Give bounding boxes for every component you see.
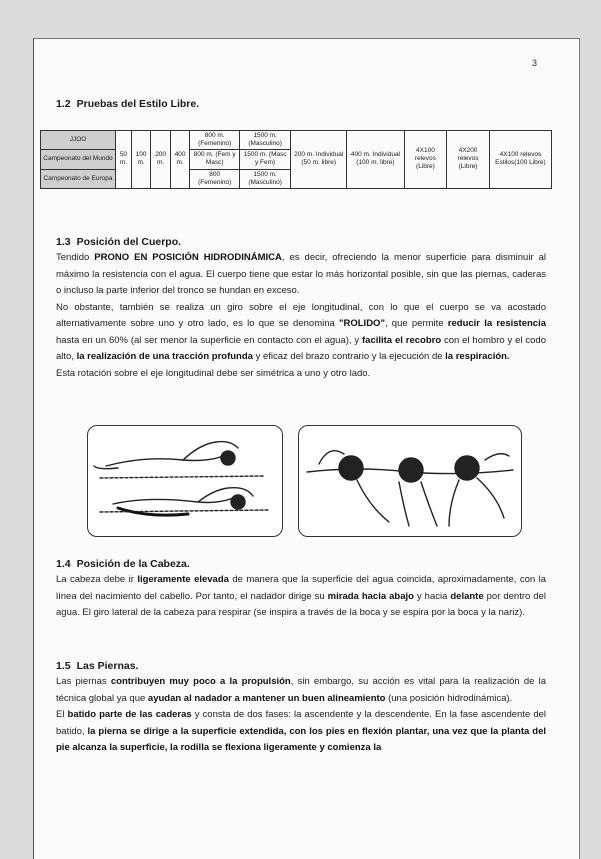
cell-4x100: 4X100 relevos (Libre)	[404, 131, 447, 189]
row-label-europa: Campeonato de Europa	[41, 169, 116, 188]
section-1-2-heading: 1.2 Pruebas del Estilo Libre.	[56, 98, 200, 110]
page-number: 3	[532, 58, 538, 68]
cell-400-individual: 400 m. Individual (100 m. libre)	[347, 131, 404, 189]
row-label-jjoo: JJOO	[41, 131, 116, 150]
section-1-3-heading: 1.3 Posición del Cuerpo.	[56, 236, 182, 248]
cell-400m: 400 m.	[170, 131, 190, 189]
paragraph: No obstante, también se realiza un giro sobre el eje longitudinal, con lo que el cuerpo se va acostado alternativamente sobre uno y otro lado, es lo que se denomina "ROLIDO", que permite reducir la resistencia hasta en un 60% (al ser menor la superficie en contacto con el agua), y facilita el recobro con el hombro y el codo alto, la realización de una tracción profunda y eficaz del brazo contrario y la ejecución de la respiración.	[56, 301, 546, 362]
cell-1500-jjoo: 1500 m. (Masculino)	[239, 131, 290, 150]
section-1-4-heading: 1.4 Posición de la Cabeza.	[56, 558, 190, 570]
paragraph: El batido parte de las caderas y consta de dos fases: la ascendente y la descendente. En la fase ascendente del batido, la pierna se dirige a la superficie extendida, con los pies en flexión plantar, una vez que la planta del pie alcanza la superficie, la rodilla se flexiona ligeramente y comienza la	[56, 709, 546, 753]
paragraph: Esta rotación sobre el eje longitudinal debe ser simétrica a uno y otro lado.	[56, 367, 371, 379]
row-label-mundo: Campeonato del Mundo	[41, 150, 116, 169]
swimmer-rolling-front-illustration	[298, 425, 522, 537]
cell-1500-europa: 1500 m. (Masculino)	[239, 169, 290, 188]
cell-50m: 50 m.	[116, 131, 132, 189]
cell-800-europa: 800 (Femenino)	[190, 169, 240, 188]
cell-4x200: 4X200 relevos (Libre)	[447, 131, 490, 189]
events-table	[40, 130, 552, 189]
cell-100m: 100 m.	[131, 131, 151, 189]
cell-200m: 200 m.	[151, 131, 171, 189]
cell-4x100-estilos: 4X100 relevos Estilos(100 Libre)	[489, 131, 551, 189]
cell-800-mundo: 800 m. (Fem y Masc)	[190, 150, 240, 169]
paragraph: Tendido PRONO EN POSICIÓN HIDRODINÁMICA, es decir, ofreciendo la menor superficie para disminuir al máximo la resistencia con el agua. El cuerpo tiene que estar lo más horizontal posible, sin que las piernas, caderas o incluso la parte inferior del tronco se hundan en exceso.	[56, 252, 546, 296]
cell-1500-mundo: 1500 m. (Masc y Fem)	[239, 150, 290, 169]
section-1-3-text	[56, 250, 546, 382]
paragraph: La cabeza debe ir ligeramente elevada de manera que la superficie del agua coincida, aproximadamente, con la línea del nacimiento del cabello. Por tanto, el nadador dirige su mirada hacia abajo y hacia delante por dentro del agua. El giro lateral de la cabeza para respirar (se inspira a través de la boca y se espira por la boca y la nariz).	[56, 574, 546, 618]
freestyle-swimmer-side-illustration	[87, 425, 283, 537]
paragraph: Las piernas contribuyen muy poco a la propulsión, sin embargo, su acción es vital para la realización de la técnica global ya que ayudan al nadador a mantener un buen alineamiento (una posición hidrodinámica).	[56, 676, 546, 704]
cell-200-individual: 200 m. Individual (50 m. libre)	[291, 131, 347, 189]
section-1-5-text	[56, 674, 546, 757]
cell-800-jjoo: 800 m. (Femenino)	[190, 131, 240, 150]
section-1-5-heading: 1.5 Las Piernas.	[56, 660, 139, 672]
section-1-4-text	[56, 572, 546, 622]
